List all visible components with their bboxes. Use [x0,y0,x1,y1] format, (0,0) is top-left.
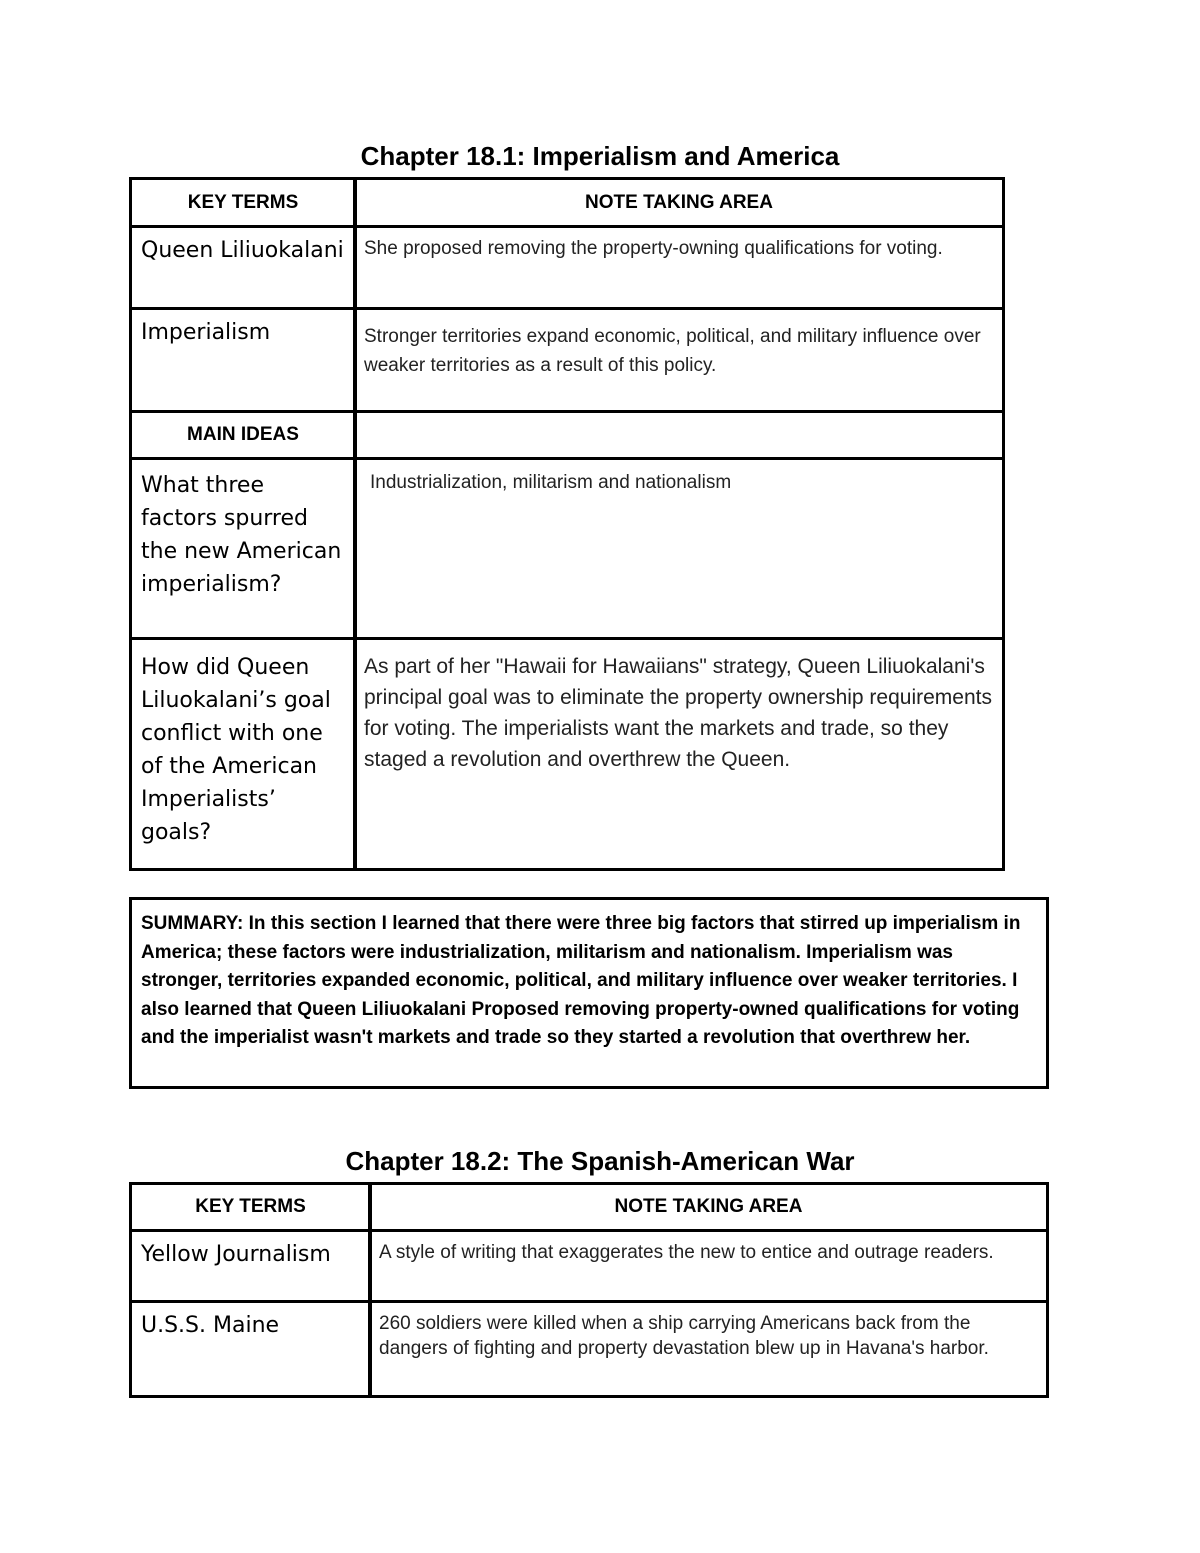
summary-box: SUMMARY: In this section I learned that there were three big factors that stirred up imperialism in America; these factors were industrialization, militarism and nationalism. Imperialism was stronger, territories expanded economic, political, and military influence over weaker territories. I also learned that Queen Liliuokalani Proposed removing property-owned qualifications for voting and the imperialist wasn't markets and trade so they started a revolution that overthrew her. [129,897,1049,1089]
main-idea-note: As part of her "Hawaii for Hawaiians" strategy, Queen Liliuokalani's principal goal was to eliminate the property ownership requirements for voting. The imperialists want the markets and trade, so they staged a revolution and overthrew the Queen. [353,637,1005,871]
main-ideas-empty-cell [353,410,1005,460]
notes-header: NOTE TAKING AREA [368,1182,1049,1232]
key-term: Yellow Journalism [129,1229,372,1303]
main-idea-question: How did Queen Liluokalani’s goal conflict with one of the American Imperialists’ goals? [129,637,357,871]
section1-title: Chapter 18.1: Imperialism and America [360,141,840,171]
main-ideas-header: MAIN IDEAS [129,410,357,460]
key-terms-header: KEY TERMS [129,177,357,228]
notes-header: NOTE TAKING AREA [353,177,1005,228]
key-term: Imperialism [129,307,357,413]
key-term: Queen Liliuokalani [129,225,357,310]
main-idea-note: Industrialization, militarism and nationalism [353,457,1005,640]
section2-title: Chapter 18.2: The Spanish-American War [345,1146,855,1176]
key-term-note: A style of writing that exaggerates the new to entice and outrage readers. [368,1229,1049,1303]
key-term-note: Stronger territories expand economic, political, and military influence over weaker territories as a result of this policy. [353,307,1005,413]
key-term: U.S.S. Maine [129,1300,372,1398]
key-term-note: 260 soldiers were killed when a ship carrying Americans back from the dangers of fighting and property devastation blew up in Havana's harbor. [368,1300,1049,1398]
key-terms-header: KEY TERMS [129,1182,372,1232]
key-term-note: She proposed removing the property-owning qualifications for voting. [353,225,1005,310]
main-idea-question: What three factors spurred the new American imperialism? [129,457,357,640]
